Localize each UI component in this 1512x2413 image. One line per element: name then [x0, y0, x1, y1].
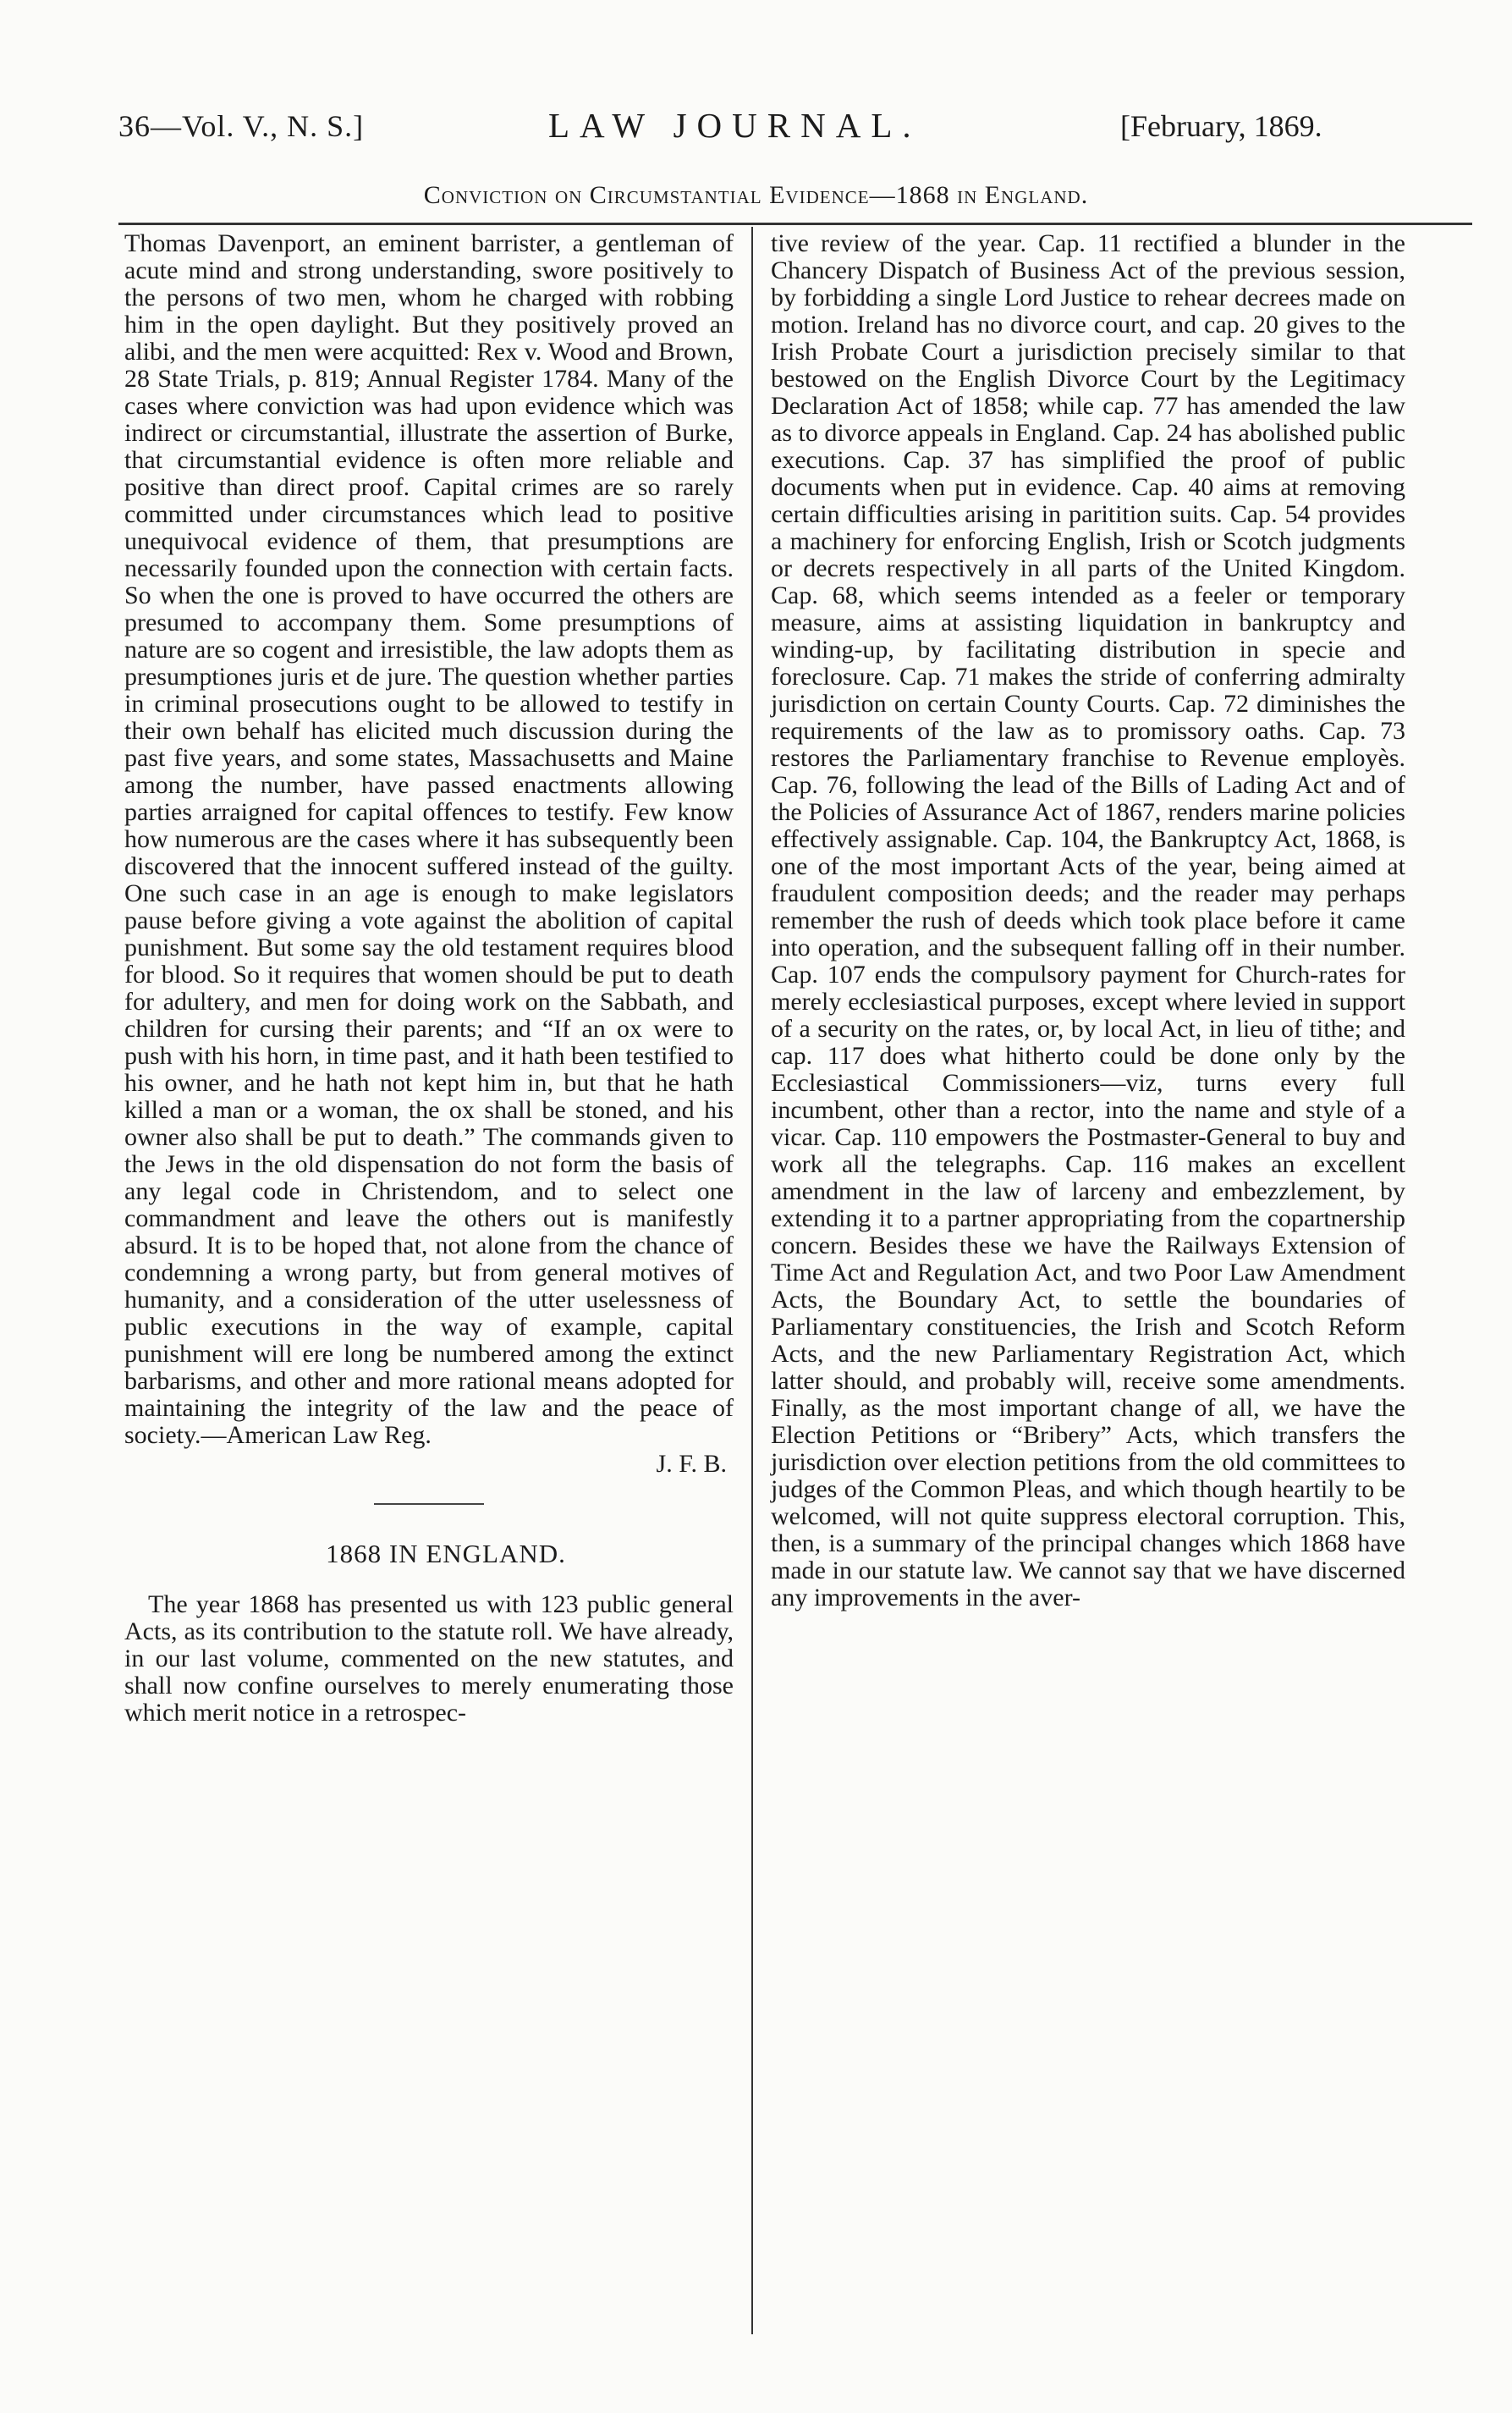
article-separator	[374, 1503, 484, 1505]
right-column-text: tive review of the year. Cap. 11 rectified a blunder in the Chancery Dispatch of Business Act of the previous session, by forbidding a single Lord Justice to rehear decrees made on motion. Ireland has no divorce court, and cap. 20 gives to the Irish Probate Court a jurisdiction precisely similar to that bestowed on the English Divorce Court by the Legitimacy Declaration Act of 1858; while cap. 77 has amended the law as to divorce appeals in England. Cap. 24 has abolished public executions. Cap. 37 has simplified the proof of public documents when put in evidence. Cap. 40 aims at removing certain difficulties arising in paritition suits. Cap. 54 provides a machinery for enforcing English, Irish or Scotch judgments or decrets respectively in all parts of the United Kingdom. Cap. 68, which seems intended as a feeler or temporary measure, aims at assisting liquidation in bankruptcy and winding-up, by facilitating distribution in specie and foreclosure. Cap. 71 makes the stride of conferring admiralty jurisdiction on certain County Courts. Cap. 72 diminishes the requirements of the law as to promissory oaths. Cap. 73 restores the Parliamentary franchise to Revenue employès. Cap. 76, following the lead of the Bills of Lading Act and of the Policies of Assurance Act of 1867, renders marine policies effectively assignable. Cap. 104, the Bankruptcy Act, 1868, is one of the most important Acts of the year, being aimed at fraudulent composition deeds; and the reader may perhaps remember the rush of deeds which took place before it came into operation, and the subsequent falling off in their number. Cap. 107 ends the compulsory payment for Church-rates for merely ecclesiastical purposes, except where levied in support of a security on the rates, or, by local Act, in lieu of tithe; and cap. 117 does what hitherto could be done only by the Ecclesiastical Commissioners—viz, turns every full incumbent, other than a rector, into the name and style of a vicar. Cap. 110 empowers the Postmaster-General to buy and work all the telegraphs. Cap. 116 makes an excellent amendment in the law of larceny and embezzlement, by extending it to a partner appropriating from the copartnership concern. Besides these we have the Railways Extension of Time Act and Regulation Act, and two Poor Law Amendment Acts, the Boundary Act, to settle the boundaries of Parliamentary constituencies, the Irish and Scotch Reform Acts, and the new Parliamentary Registration Act, which latter should, and probably will, receive some amendments. Finally, as the most important change of all, we have the Election Petitions or “Bribery” Acts, which transfers the jurisdiction over election petitions from the old committees to judges of the Common Pleas, and which though heartily to be welcomed, will not quite suppress electoral corruption. This, then, is a summary of the principal changes which 1868 have made in our statute law. We cannot say that we have discerned any improvements in the aver-	[771, 229, 1405, 1611]
left-column-text: Thomas Davenport, an eminent barrister, a gentleman of acute mind and strong understanding, swore positively to the persons of two men, whom he charged with robbing him in the open daylight. But they positively proved an alibi, and the men were acquitted: Rex v. Wood and Brown, 28 State Trials, p. 819; Annual Register 1784. Many of the cases where conviction was had upon evidence which was indirect or circumstantial, illustrate the assertion of Burke, that circumstantial evidence is often more reliable and positive than direct proof. Capital crimes are so rarely committed under circumstances which lead to positive unequivocal evidence of them, that presumptions are necessarily founded upon the connection with certain facts. So when the one is proved to have occurred the others are presumed to accompany them. Some presumptions of nature are so cogent and irresistible, the law adopts them as presumptiones juris et de jure. The question whether parties in criminal prosecutions ought to be allowed to testify in their own behalf has elicited much discussion during the past five years, and some states, Massachusetts and Maine among the number, have passed enactments allowing parties arraigned for capital offences to testify. Few know how numerous are the cases where it has subsequently been discovered that the innocent suffered instead of the guilty. One such case in an age is enough to make legislators pause before giving a vote against the abolition of capital punishment. But some say the old testament requires blood for blood. So it requires that women should be put to death for adultery, and men for doing work on the Sabbath, and children for cursing their parents; and “If an ox were to push with his horn, in time past, and it hath been testified to his owner, and he hath not kept him in, but that he hath killed a man or a woman, the ox shall be stoned, and his owner also shall be put to death.” The commands given to the Jews in the old dispensation do not form the basis of any legal code in Christendom, and to select one commandment and leave the others out is manifestly absurd. It is to be hoped that, not alone from the chance of condemning a wrong party, but from general motives of humanity, and a consideration of the utter uselessness of public executions in the way of example, capital punishment will ere long be numbered among the extinct barbarisms, and other and more rational means adopted for maintaining the integrity of the law and the peace of society.—American Law Reg.	[124, 229, 734, 1449]
column-divider	[751, 227, 753, 2334]
right-column	[771, 230, 1405, 1611]
header-divider	[118, 223, 1472, 225]
article-title: 1868 IN ENGLAND.	[326, 1539, 566, 1568]
article-lead-text: The year 1868 has presented us with 123 public general Acts, as its contribution to the statute roll. We have already, in our last volume, commented on the new statutes, and shall now confine ourselves to merely enumerating those which merit notice in a retrospec-	[124, 1590, 734, 1727]
journal-title: LAW JOURNAL.	[548, 106, 921, 145]
author-signature: J. F. B.	[656, 1450, 727, 1478]
left-column	[124, 230, 734, 1727]
volume-reference: 36—Vol. V., N. S.]	[118, 109, 365, 143]
issue-date: [February, 1869.	[1120, 109, 1322, 143]
section-heading: Conviction on Circumstantial Evidence—1868 in England.	[423, 181, 1089, 209]
